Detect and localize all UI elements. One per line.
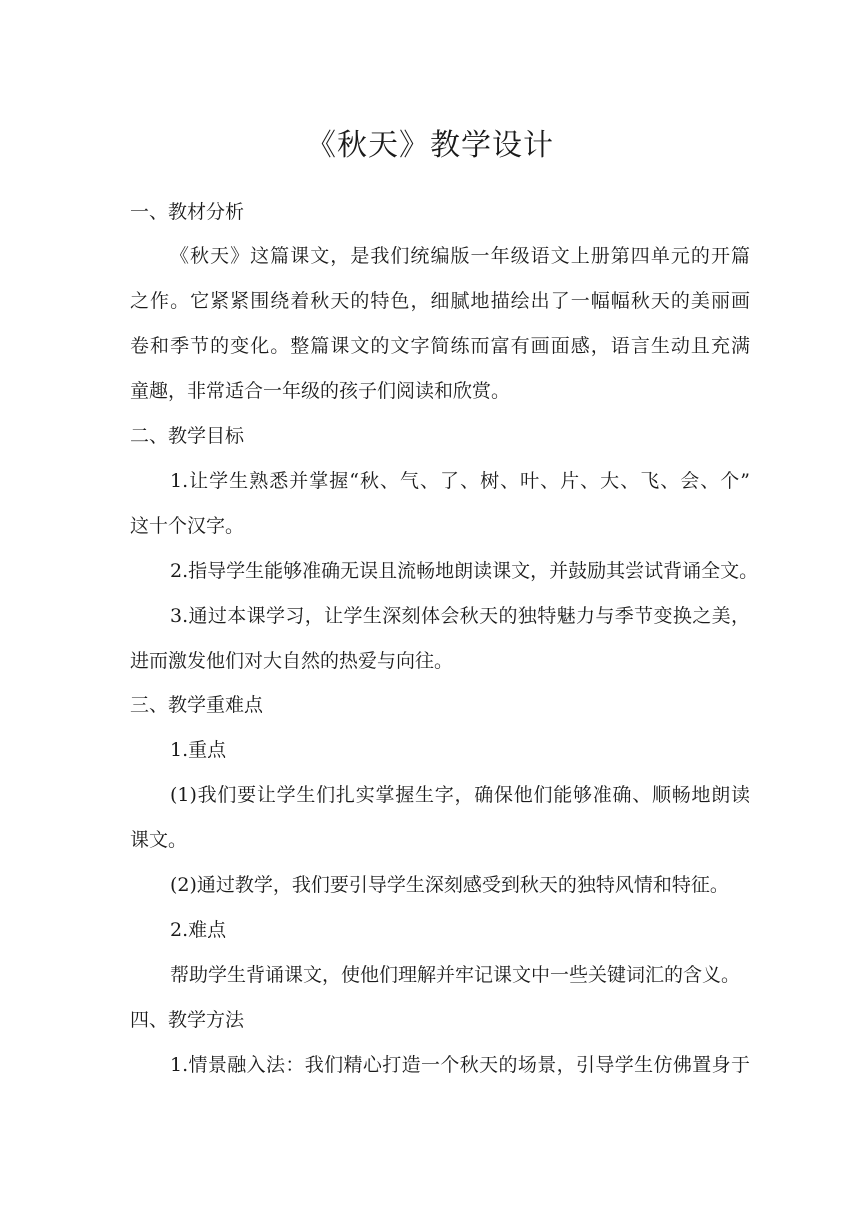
key-item-line: 课文。 xyxy=(130,829,188,851)
goal-item-line: 2.指导学生能够准确无误且流畅地朗读课文，并鼓励其尝试背诵全文。 xyxy=(170,560,759,582)
goal-item-line: 1.让学生熟悉并掌握“秋、气、了、树、叶、片、大、飞、会、个” xyxy=(170,470,750,492)
document-title: 《秋天》教学设计 xyxy=(306,128,554,163)
goal-item-line: 3.通过本课学习，让学生深刻体会秋天的独特魅力与季节变换之美， xyxy=(170,605,750,627)
key-item-line: (2)通过教学，我们要引导学生深刻感受到秋天的独特风情和特征。 xyxy=(170,874,729,896)
subheading-difficulty: 2.难点 xyxy=(170,919,227,941)
goal-item-line: 这十个汉字。 xyxy=(130,515,245,537)
paragraph-line: 《秋天》这篇课文，是我们统编版一年级语文上册第四单元的开篇 xyxy=(170,245,750,267)
section-heading-key-points: 三、教学重难点 xyxy=(130,694,264,716)
paragraph-line: 之作。它紧紧围绕着秋天的特色，细腻地描绘出了一幅幅秋天的美丽画 xyxy=(130,290,750,312)
section-heading-methods: 四、教学方法 xyxy=(130,1009,245,1031)
goal-item-line: 进而激发他们对大自然的热爱与向往。 xyxy=(130,650,454,672)
method-item-line: 1.情景融入法：我们精心打造一个秋天的场景，引导学生仿佛置身于 xyxy=(170,1054,750,1076)
subheading-key: 1.重点 xyxy=(170,739,227,761)
section-heading-goals: 二、教学目标 xyxy=(130,425,245,447)
paragraph-line: 卷和季节的变化。整篇课文的文字简练而富有画面感，语言生动且充满 xyxy=(130,335,750,357)
key-item-line: (1)我们要让学生们扎实掌握生字，确保他们能够准确、顺畅地朗读 xyxy=(170,784,750,806)
paragraph-line: 童趣，非常适合一年级的孩子们阅读和欣赏。 xyxy=(130,380,511,402)
difficulty-text: 帮助学生背诵课文，使他们理解并牢记课文中一些关键词汇的含义。 xyxy=(170,964,741,986)
section-heading-analysis: 一、教材分析 xyxy=(130,201,245,223)
